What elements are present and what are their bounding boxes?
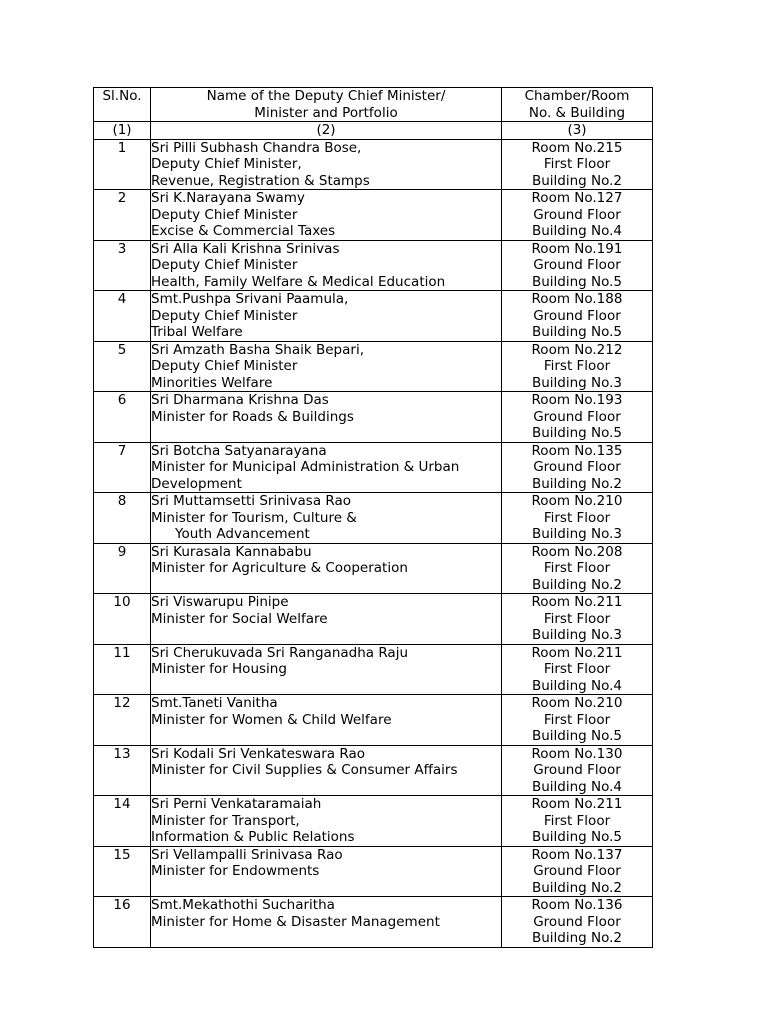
table-row (94, 291, 653, 342)
minister-cell (151, 846, 502, 897)
table-row (94, 392, 653, 443)
floor: First Floor (543, 610, 611, 627)
room-number: Room No.137 (531, 846, 623, 863)
floor: First Floor (543, 711, 611, 728)
chamber-cell (502, 442, 653, 493)
building: Building No.4 (531, 223, 623, 239)
minister-portfolio: Information & Public Relations (151, 829, 355, 845)
minister-cell (151, 341, 502, 392)
room-number: Room No.188 (531, 291, 623, 307)
floor: Ground Floor (533, 408, 621, 425)
table-row (94, 442, 653, 493)
minister-portfolio: Youth Advancement (175, 526, 310, 542)
column-index-row (94, 122, 653, 140)
serial-number-cell: 4 (94, 291, 151, 342)
floor: Ground Floor (533, 257, 621, 273)
minister-name: Sri Muttamsetti Srinivasa Rao (151, 493, 351, 509)
minister-name: Sri Viswarupu Pinipe (151, 594, 289, 610)
chamber-cell (502, 846, 653, 897)
table-row (94, 139, 653, 190)
minister-portfolio: Development (151, 475, 242, 492)
floor: Ground Floor (533, 762, 621, 778)
floor: First Floor (543, 560, 611, 576)
column-index-3: (3) (502, 122, 653, 140)
serial-number-cell: 5 (94, 341, 151, 392)
table-row (94, 897, 653, 948)
room-number: Room No.211 (531, 796, 623, 812)
minister-role: Minister for Roads & Buildings (151, 408, 354, 425)
minister-portfolio: Health, Family Welfare & Medical Education (151, 273, 446, 290)
room-number: Room No.127 (531, 190, 623, 206)
header-room: Chamber/Room No. & Building (502, 88, 653, 122)
building: Building No.2 (531, 930, 623, 946)
serial-number-cell: 7 (94, 442, 151, 493)
minister-role: Deputy Chief Minister (151, 358, 298, 374)
minister-role: Deputy Chief Minister (151, 257, 298, 273)
floor: First Floor (543, 156, 611, 172)
chamber-cell (502, 695, 653, 746)
minister-name: Sri Cherukuvada Sri Ranganadha Raju (151, 644, 409, 661)
minister-name: Sri Amzath Basha Shaik Bepari, (151, 341, 364, 358)
building: Building No.2 (531, 879, 623, 896)
minister-name: Sri Alla Kali Krishna Srinivas (151, 240, 340, 257)
floor: First Floor (543, 509, 611, 526)
minister-cell (151, 796, 502, 847)
floor: First Floor (543, 661, 611, 677)
building: Building No.3 (531, 526, 623, 542)
room-number: Room No.130 (531, 745, 623, 762)
floor: Ground Floor (533, 913, 621, 930)
chamber-cell (502, 341, 653, 392)
column-index-2: (2) (151, 122, 502, 140)
building: Building No.2 (531, 475, 623, 492)
building: Building No.3 (531, 627, 623, 643)
chamber-cell (502, 543, 653, 594)
minister-role: Minister for Social Welfare (151, 610, 328, 627)
chamber-cell (502, 897, 653, 948)
table-row (94, 493, 653, 544)
minister-role: Minister for Tourism, Culture & (151, 509, 357, 526)
minister-role: Deputy Chief Minister (151, 307, 298, 324)
minister-cell (151, 190, 502, 241)
header-name: Name of the Deputy Chief Minister/ Minister and Portfolio (151, 88, 502, 122)
minister-name: Sri Kurasala Kannababu (151, 543, 312, 560)
minister-cell (151, 240, 502, 291)
minister-role: Minister for Women & Child Welfare (151, 711, 392, 728)
room-number: Room No.211 (531, 594, 623, 610)
serial-number-cell: 6 (94, 392, 151, 443)
minister-name: Sri Kodali Sri Venkateswara Rao (151, 745, 365, 762)
building: Building No.5 (531, 273, 623, 290)
building: Building No.2 (531, 576, 623, 593)
minister-cell (151, 291, 502, 342)
chamber-cell (502, 392, 653, 443)
chamber-cell (502, 190, 653, 241)
table-row (94, 846, 653, 897)
table-row (94, 796, 653, 847)
minister-role: Deputy Chief Minister, (151, 156, 302, 172)
minister-portfolio: Tribal Welfare (151, 324, 243, 340)
chamber-cell (502, 240, 653, 291)
chamber-cell (502, 745, 653, 796)
serial-number-cell: 10 (94, 594, 151, 645)
serial-number-cell: 15 (94, 846, 151, 897)
minister-cell (151, 493, 502, 544)
table-row (94, 341, 653, 392)
serial-number-cell: 3 (94, 240, 151, 291)
building: Building No.4 (531, 677, 623, 694)
floor: Ground Floor (533, 459, 621, 475)
room-number: Room No.208 (531, 543, 623, 560)
table-row (94, 644, 653, 695)
minister-role: Minister for Endowments (151, 863, 320, 879)
room-number: Room No.193 (531, 392, 623, 408)
minister-cell (151, 695, 502, 746)
table-row (94, 240, 653, 291)
building: Building No.5 (531, 324, 623, 340)
minister-name: Smt.Taneti Vanitha (151, 695, 278, 711)
floor: First Floor (543, 358, 611, 374)
serial-number-cell: 11 (94, 644, 151, 695)
ministers-table (93, 87, 653, 948)
minister-role: Minister for Municipal Administration & Urban (151, 459, 460, 475)
building: Building No.5 (531, 728, 623, 744)
chamber-cell (502, 291, 653, 342)
minister-cell (151, 392, 502, 443)
table-row (94, 594, 653, 645)
minister-cell (151, 442, 502, 493)
chamber-cell (502, 139, 653, 190)
serial-number-cell: 9 (94, 543, 151, 594)
room-number: Room No.210 (531, 695, 623, 711)
minister-role: Minister for Transport, (151, 812, 300, 829)
floor: Ground Floor (533, 307, 621, 324)
table-row (94, 543, 653, 594)
serial-number-cell: 2 (94, 190, 151, 241)
column-index-1: (1) (94, 122, 151, 140)
room-number: Room No.210 (531, 493, 623, 509)
minister-portfolio: Excise & Commercial Taxes (151, 223, 336, 239)
minister-role: Minister for Civil Supplies & Consumer Affairs (151, 762, 458, 778)
minister-role: Minister for Agriculture & Cooperation (151, 560, 408, 576)
header-row (94, 88, 653, 122)
minister-name: Sri Vellampalli Srinivasa Rao (151, 846, 343, 863)
room-number: Room No.211 (531, 644, 623, 661)
serial-number-cell: 16 (94, 897, 151, 948)
minister-role: Deputy Chief Minister (151, 206, 298, 223)
minister-name: Sri K.Narayana Swamy (151, 190, 305, 206)
building: Building No.5 (531, 829, 623, 845)
chamber-cell (502, 644, 653, 695)
table-row (94, 190, 653, 241)
floor: First Floor (543, 812, 611, 829)
room-number: Room No.191 (531, 240, 623, 257)
room-number: Room No.135 (531, 442, 623, 459)
minister-name: Sri Botcha Satyanarayana (151, 442, 327, 459)
serial-number-cell: 14 (94, 796, 151, 847)
table-body (94, 139, 653, 947)
building: Building No.2 (531, 172, 623, 189)
serial-number-cell: 12 (94, 695, 151, 746)
floor: Ground Floor (533, 206, 621, 223)
chamber-cell (502, 796, 653, 847)
minister-name: Sri Perni Venkataramaiah (151, 796, 322, 812)
minister-name: Sri Dharmana Krishna Das (151, 392, 329, 408)
minister-portfolio: Revenue, Registration & Stamps (151, 172, 370, 189)
minister-cell (151, 594, 502, 645)
minister-cell (151, 745, 502, 796)
building: Building No.5 (531, 425, 623, 441)
table-row (94, 695, 653, 746)
room-number: Room No.136 (531, 897, 623, 913)
minister-role: Minister for Housing (151, 661, 287, 677)
table-row (94, 745, 653, 796)
minister-cell (151, 139, 502, 190)
minister-cell (151, 644, 502, 695)
minister-name: Smt.Pushpa Srivani Paamula, (151, 291, 349, 307)
building: Building No.4 (531, 778, 623, 795)
chamber-cell (502, 493, 653, 544)
minister-cell (151, 543, 502, 594)
minister-portfolio: Minorities Welfare (151, 374, 273, 391)
header-sl: Sl.No. (94, 88, 151, 122)
minister-role: Minister for Home & Disaster Management (151, 913, 440, 930)
chamber-cell (502, 594, 653, 645)
room-number: Room No.215 (531, 139, 623, 156)
minister-cell (151, 897, 502, 948)
serial-number-cell: 8 (94, 493, 151, 544)
minister-name: Sri Pilli Subhash Chandra Bose, (151, 139, 362, 156)
serial-number-cell: 1 (94, 139, 151, 190)
floor: Ground Floor (533, 863, 621, 879)
building: Building No.3 (531, 374, 623, 391)
minister-name: Smt.Mekathothi Sucharitha (151, 897, 335, 913)
serial-number-cell: 13 (94, 745, 151, 796)
room-number: Room No.212 (531, 341, 623, 358)
